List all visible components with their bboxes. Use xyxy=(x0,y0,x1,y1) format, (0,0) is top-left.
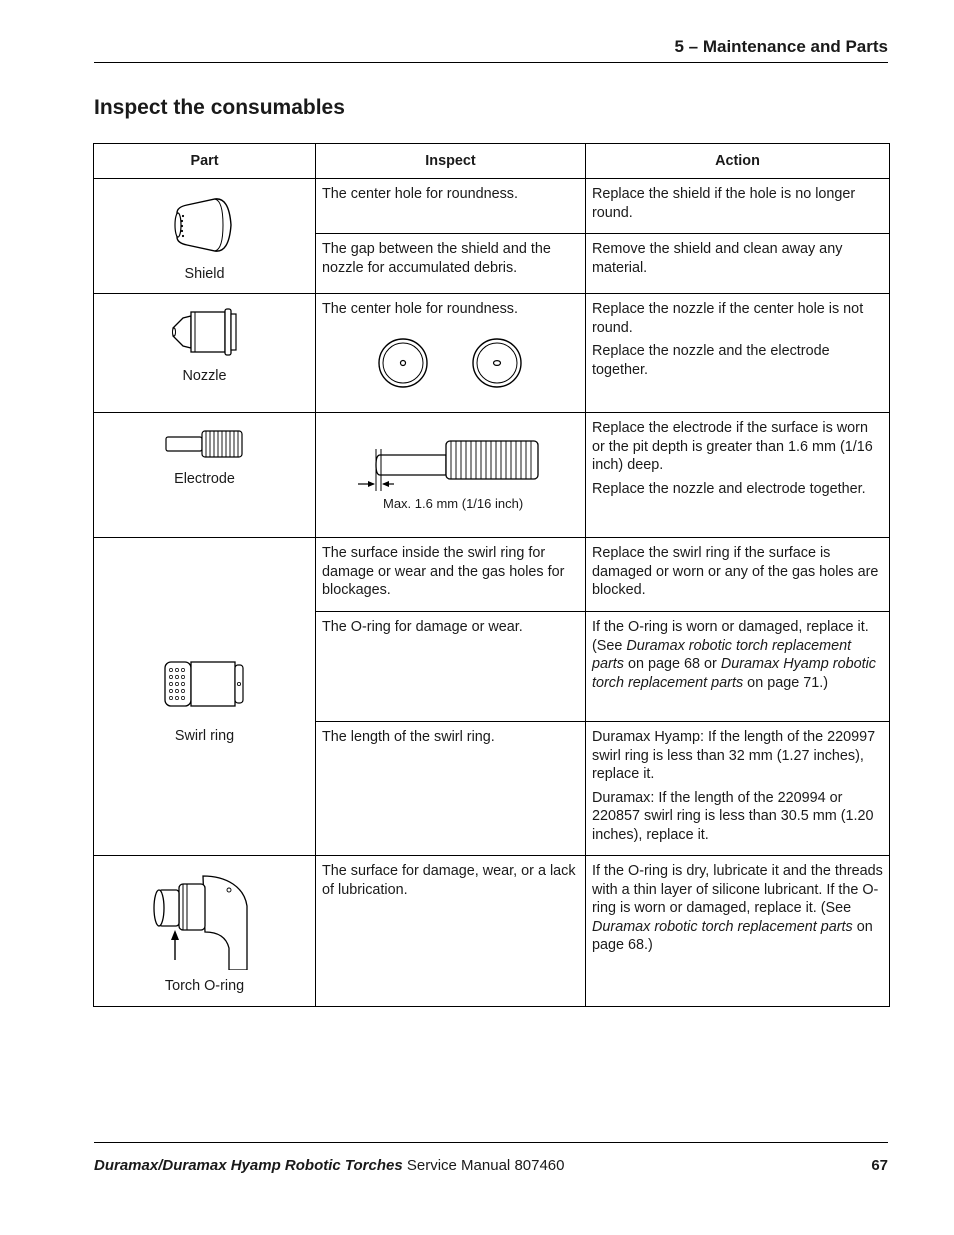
shield-action-2: Remove the shield and clean away any material. xyxy=(586,234,890,294)
table-header-row xyxy=(94,144,890,179)
nozzle-action-2: Replace the nozzle and the electrode together. xyxy=(592,343,830,378)
torch-part-cell xyxy=(94,856,316,1007)
page-title: Inspect the consumables xyxy=(94,96,345,119)
table-row xyxy=(94,413,890,538)
torch-oring-figure xyxy=(145,870,265,970)
swirl-ring-figure xyxy=(155,658,255,710)
nozzle-hole-figure xyxy=(377,333,557,389)
swirl-part-cell xyxy=(94,538,316,856)
table-row xyxy=(94,856,890,1007)
nozzle-part-cell xyxy=(94,294,316,413)
footer-document-info xyxy=(94,1157,565,1174)
page-footer xyxy=(94,1142,888,1183)
shield-label: Shield xyxy=(184,266,225,282)
shield-figure xyxy=(165,191,245,259)
header-inspect: Inspect xyxy=(316,144,586,179)
manual-number: 807460 xyxy=(514,1157,565,1174)
torch-label: Torch O-ring xyxy=(164,978,245,994)
swirl-action-3b: Duramax: If the length of the 220994 or 220857 swirl ring is less than 30.5 mm (1.20 inches), replace it. xyxy=(592,789,874,843)
torch-action: If the O-ring is dry, lubricate it and the threads with a thin layer of silicone lubricant. If the O-ring is worn or damaged, replace it. (See Duramax robotic torch replacement parts on page 68.) xyxy=(586,856,890,1007)
electrode-action-cell xyxy=(586,413,890,538)
electrode-label: Electrode xyxy=(174,471,235,487)
table-row xyxy=(94,294,890,413)
table-row xyxy=(94,538,890,612)
swirl-action-3-cell xyxy=(586,722,890,856)
header-part: Part xyxy=(94,144,316,179)
link-duramax-parts: Duramax robotic torch replacement parts xyxy=(592,637,852,673)
electrode-inspect-cell xyxy=(316,413,586,538)
swirl-label: Swirl ring xyxy=(174,728,235,744)
page-number: 67 xyxy=(871,1157,888,1174)
swirl-action-3a: Duramax Hyamp: If the length of the 220997 swirl ring is less than 32 mm (1.27 inches), replace it. xyxy=(592,729,876,783)
swirl-inspect-1: The surface inside the swirl ring for damage or wear and the gas holes for blockages. xyxy=(316,538,586,612)
electrode-pit-figure xyxy=(356,435,546,495)
nozzle-action-1: Replace the nozzle if the center hole is not round. xyxy=(592,301,864,336)
shield-action-1: Replace the shield if the hole is no longer round. xyxy=(586,179,890,234)
shield-part-cell xyxy=(94,179,316,294)
table-row xyxy=(94,179,890,234)
link-hyamp-parts: Duramax Hyamp robotic torch replacement parts xyxy=(592,656,876,691)
electrode-figure xyxy=(160,427,250,461)
consumables-table xyxy=(93,143,890,1007)
electrode-figure-caption: Max. 1.6 mm (1/16 inch) xyxy=(383,496,524,511)
electrode-action-2: Replace the nozzle and electrode together. xyxy=(592,480,866,497)
shield-inspect-1: The center hole for roundness. xyxy=(316,179,586,234)
nozzle-figure xyxy=(165,304,245,360)
section-title: 5 – Maintenance and Parts xyxy=(674,37,888,56)
link-duramax-parts: Duramax robotic torch replacement parts xyxy=(592,918,853,935)
nozzle-inspect-cell xyxy=(316,294,586,413)
electrode-action-1: Replace the electrode if the surface is worn or the pit depth is greater than 1.6 mm (1/16 inch) deep. xyxy=(592,420,873,474)
torch-inspect: The surface for damage, wear, or a lack of lubrication. xyxy=(316,856,586,1007)
swirl-action-2: If the O-ring is worn or damaged, replace it. (See Duramax robotic torch replacement parts on page 68 or Duramax Hyamp robotic torch replacement parts on page 71.) xyxy=(586,612,890,722)
nozzle-label: Nozzle xyxy=(182,368,227,384)
nozzle-inspect: The center hole for roundness. xyxy=(322,301,518,317)
nozzle-action-cell xyxy=(586,294,890,413)
book-title: Duramax/Duramax Hyamp Robotic Torches xyxy=(94,1157,403,1174)
swirl-inspect-3: The length of the swirl ring. xyxy=(316,722,586,856)
swirl-inspect-2: The O-ring for damage or wear. xyxy=(316,612,586,722)
swirl-action-1: Replace the swirl ring if the surface is damaged or worn or any of the gas holes are blocked. xyxy=(586,538,890,612)
header-action: Action xyxy=(586,144,890,179)
shield-inspect-2: The gap between the shield and the nozzle for accumulated debris. xyxy=(316,234,586,294)
electrode-part-cell xyxy=(94,413,316,538)
page-header xyxy=(94,36,888,63)
manual-type: Service Manual xyxy=(406,1157,511,1174)
